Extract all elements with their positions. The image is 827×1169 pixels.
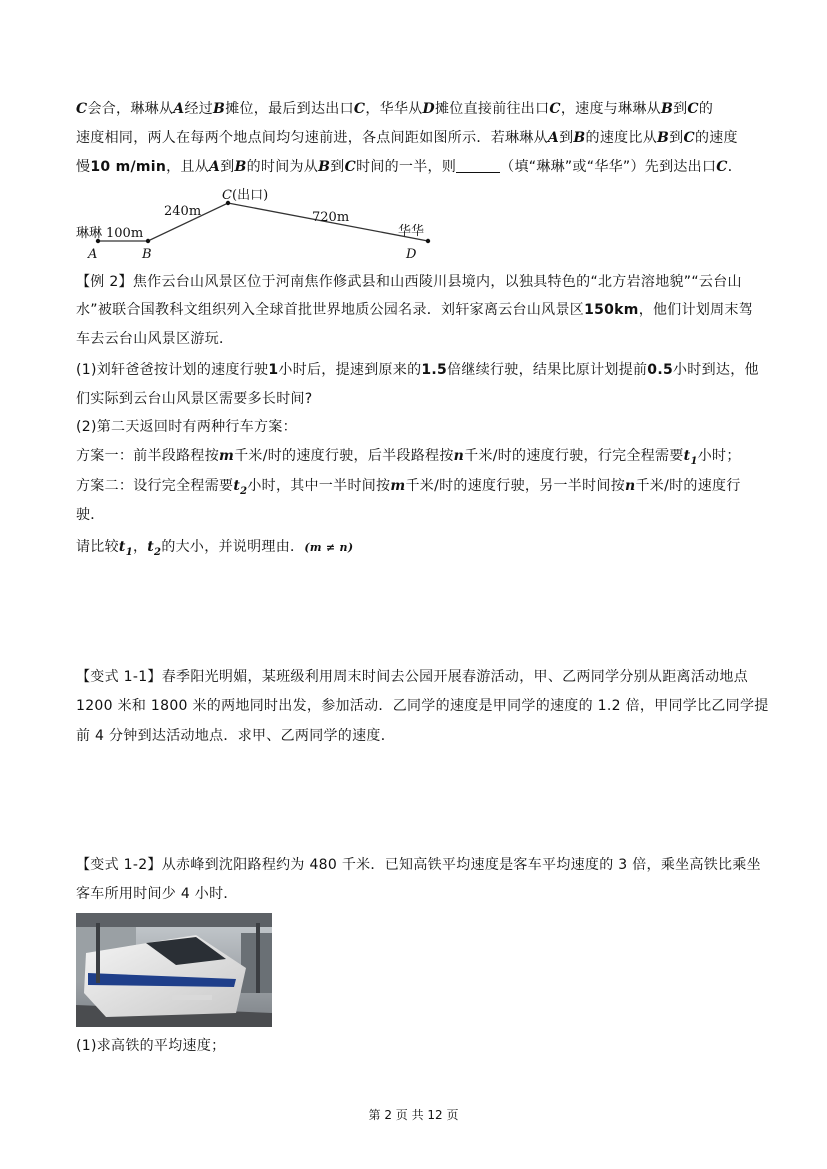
distance-diagram [76,184,446,264]
page-footer: 第 2 页 共 12 页 [368,1108,459,1122]
variant11-line-3: 前 4 分钟到达活动地点．求甲、乙两同学的速度． [76,728,396,744]
label-d: D [406,247,417,262]
example2-line-1: 【例 2】焦作云台山风景区位于河南焦作修武县和山西陵川县境内，以独具特色的“北方岩溶地貌”“云台山 [76,274,742,290]
variant12-q1: (1)求高铁的平均速度； [76,1038,226,1054]
label-ab-distance: 100m [106,226,144,241]
label-exit: (出口) [232,188,269,203]
label-a: A [88,247,98,262]
label-bc-distance: 240m [164,204,202,219]
problem-line-3: 慢10 m/min，且从A到B的时间为从B到C时间的一半，则 （填“琳琳”或“华华”）先到达出口C． [76,159,743,175]
problem-line-2: 速度相同，两人在每两个地点间均匀速前进，各点间距如图所示．若琳琳从A到B的速度比从B到C的速度 [76,130,738,146]
path-line [98,203,428,241]
train-photo [76,913,272,1027]
label-b: B [142,247,152,262]
variant11-line-1: 【变式 1-1】春季阳光明媚，某班级利用周末时间去公园开展春游活动，甲、乙两同学分别从距离活动地点 [76,669,749,685]
variant11-line-2: 1200 米和 1800 米的两地同时出发，参加活动．乙同学的速度是甲同学的速度的 1.2 倍，甲同学比乙同学提 [76,698,769,714]
example2-q1: (1)刘轩爸爸按计划的速度行驶1小时后，提速到原来的1.5倍继续行驶，结果比原计划提前0.5小时到达，他 [76,362,759,378]
example2-line-3: 车去云台山风景区游玩． [76,331,234,347]
variant12-line-2: 客车所用时间少 4 小时． [76,886,238,902]
compare-question: 请比较$t_1$，$t_2$的大小，并说明理由．(m ≠ n) [76,539,354,558]
plan-two: 方案二：设行完全程需要$t_2$小时，其中一半时间按m千米/时的速度行驶，另一半时间按n千米/时的速度行 [76,478,741,497]
point-b [146,239,150,243]
point-d [426,239,430,243]
variant12-line-1: 【变式 1-2】从赤峰到沈阳路程约为 480 千米．已知高铁平均速度是客车平均速度的 3 倍，乘坐高铁比乘坐 [76,857,761,873]
label-c: C [222,188,232,203]
plan-two-line-2: 驶． [76,507,105,523]
label-cd-distance: 720m [312,210,350,225]
example2-q2: (2)第二天返回时有两种行车方案： [76,419,297,435]
plan-one: 方案一：前半段路程按m千米/时的速度行驶，后半段路程按n千米/时的速度行驶，行完全程需要$t_1$小时； [76,448,741,467]
example2-line-2: 水”被联合国教科文组织列入全球首批世界地质公园名录．刘轩家离云台山风景区150km，他们计划周末驾 [76,302,754,318]
label-huahua: 华华 [398,224,425,239]
example2-q1-line-2: 们实际到云台山风景区需要多长时间? [76,391,313,407]
problem-line-1: C会合，琳琳从A经过B摊位，最后到达出口C，华华从D摊位直接前往出口C，速度与琳琳从B到C的 [76,101,714,117]
answer-blank[interactable] [456,158,500,173]
label-linlin: 琳琳 [76,226,103,241]
